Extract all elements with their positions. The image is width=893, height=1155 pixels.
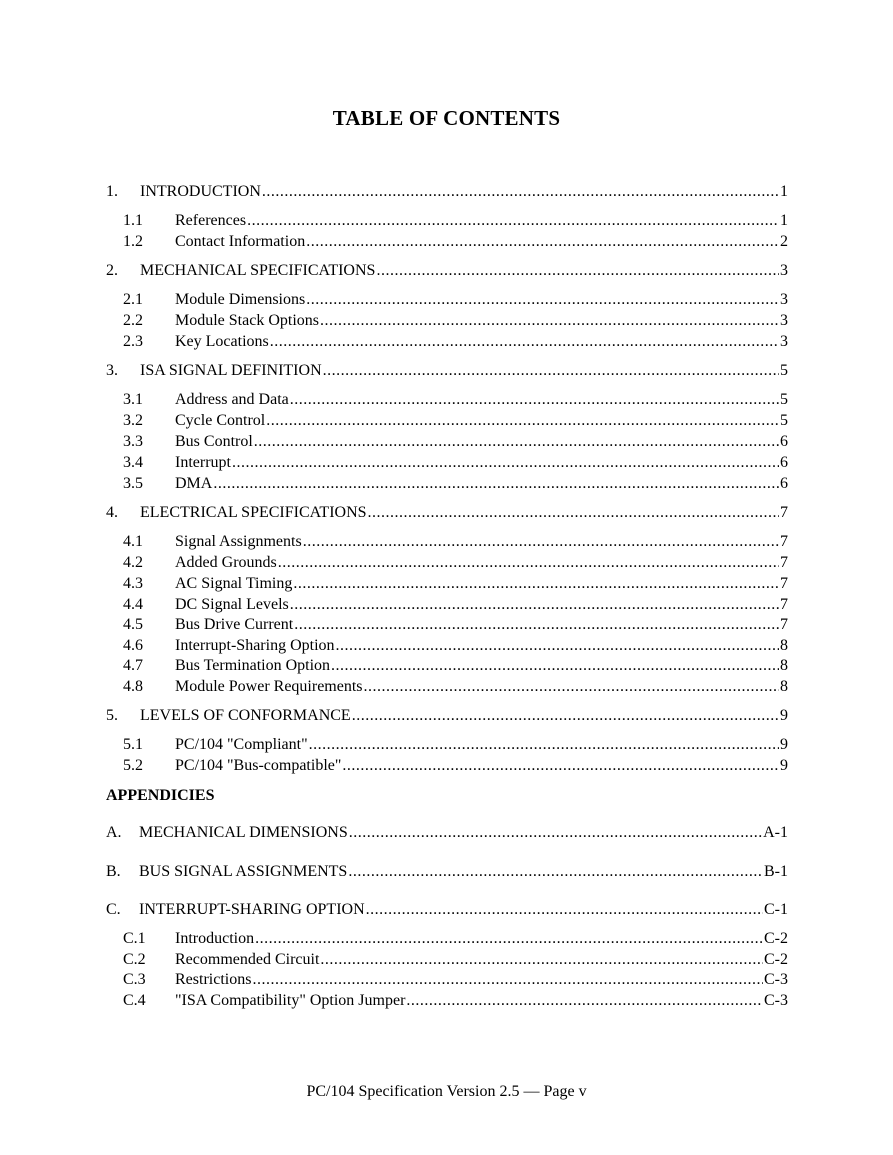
toc-number: 4.1 [123,533,143,550]
toc-title: MECHANICAL SPECIFICATIONS [140,262,376,279]
toc-number: 4. [106,504,118,521]
dot-leader [303,531,779,552]
dot-leader [323,360,779,381]
toc-entry-dma[interactable] [106,473,788,494]
toc-title: References [175,212,247,229]
toc-entry-appendix-a[interactable] [106,822,788,843]
dot-leader [270,331,779,352]
toc-title: Introduction [175,930,255,947]
dot-leader [232,452,779,473]
toc-number: A. [106,824,122,841]
toc-title: DMA [175,475,213,492]
toc-entry-appendix-b[interactable] [106,861,788,882]
dot-leader [376,260,779,281]
toc-entry-bus-control[interactable] [106,431,788,452]
toc-entry-pc104-compliant[interactable] [106,734,788,755]
toc-entry-levels-of-conformance[interactable] [106,705,788,726]
toc-title: LEVELS OF CONFORMANCE [140,707,351,724]
toc-page: 8 [780,637,788,654]
toc-page: 6 [780,475,788,492]
toc-entry-bus-termination-option[interactable] [106,655,788,676]
toc-title: PC/104 "Bus-compatible" [175,757,342,774]
toc-entry-references[interactable] [106,210,788,231]
toc-page: 5 [780,412,788,429]
toc-title: Module Dimensions [175,291,306,308]
toc-number: 2.1 [123,291,143,308]
dot-leader [290,389,779,410]
toc-title: Contact Information [175,233,306,250]
toc-number: C.3 [123,971,146,988]
toc-entry-bus-drive-current[interactable] [106,614,788,635]
toc-number: 3.5 [123,475,143,492]
dot-leader [255,928,763,949]
toc-entry-module-dimensions[interactable] [106,289,788,310]
toc-page: 7 [780,596,788,613]
toc-number: 1.2 [123,233,143,250]
toc-title: INTERRUPT-SHARING OPTION [139,901,365,918]
toc-number: 3. [106,362,118,379]
toc-entry-signal-assignments[interactable] [106,531,788,552]
toc-entry-electrical-specifications[interactable] [106,502,788,523]
toc-number: 4.5 [123,616,143,633]
toc-title: PC/104 "Compliant" [175,736,308,753]
toc-title: Interrupt [175,454,231,471]
toc-entry-pc104-bus-compatible[interactable] [106,755,788,776]
toc-number: 4.7 [123,657,143,674]
toc-page: 3 [780,262,788,279]
toc-page: C-2 [764,930,788,947]
toc-page: 8 [780,678,788,695]
toc-number: 5. [106,707,118,724]
toc-number: 4.2 [123,554,143,571]
toc-page: C-1 [764,901,788,918]
toc-page: C-3 [764,971,788,988]
toc-page: 7 [780,504,788,521]
toc-entry-key-locations[interactable] [106,331,788,352]
toc-title: Key Locations [175,333,269,350]
toc-entry-added-grounds[interactable] [106,552,788,573]
dot-leader [352,705,779,726]
dot-leader [252,969,763,990]
toc-number: 3.3 [123,433,143,450]
appendices-heading: APPENDICIES [106,787,215,804]
toc-page: 8 [780,657,788,674]
toc-page: 9 [780,757,788,774]
toc-title: Interrupt-Sharing Option [175,637,335,654]
toc-entry-appendix-c2[interactable] [106,949,788,970]
toc-entry-appendix-c3[interactable] [106,969,788,990]
dot-leader [406,990,763,1011]
toc-entry-appendix-c[interactable] [106,899,788,920]
dot-leader [278,552,779,573]
toc-page: 2 [780,233,788,250]
dot-leader [306,289,779,310]
toc-page: 9 [780,707,788,724]
toc-title: Signal Assignments [175,533,302,550]
toc-page: 6 [780,433,788,450]
dot-leader [342,755,779,776]
toc-entry-cycle-control[interactable] [106,410,788,431]
dot-leader [293,573,779,594]
toc-title: Bus Drive Current [175,616,294,633]
toc-page: A-1 [763,824,788,841]
toc-entry-ac-signal-timing[interactable] [106,573,788,594]
dot-leader [336,635,779,656]
toc-number: 4.3 [123,575,143,592]
toc-title: DC Signal Levels [175,596,289,613]
toc-number: 2. [106,262,118,279]
toc-page: C-3 [764,992,788,1009]
dot-leader [349,822,762,843]
toc-number: 4.6 [123,637,143,654]
toc-title: Cycle Control [175,412,266,429]
toc-page: 9 [780,736,788,753]
toc-number: 3.4 [123,454,143,471]
toc-title: AC Signal Timing [175,575,293,592]
toc-title: Module Power Requirements [175,678,363,695]
toc-page: B-1 [764,863,788,880]
dot-leader [262,181,779,202]
dot-leader [247,210,779,231]
toc-title: "ISA Compatibility" Option Jumper [175,992,406,1009]
toc-entry-address-and-data[interactable] [106,389,788,410]
toc-entry-appendix-c1[interactable] [106,928,788,949]
toc-number: 1.1 [123,212,143,229]
toc-number: 4.4 [123,596,143,613]
toc-title: INTRODUCTION [140,183,261,200]
dot-leader [331,655,779,676]
toc-page: 6 [780,454,788,471]
toc-page: 3 [780,312,788,329]
toc-entry-module-stack-options[interactable] [106,310,788,331]
toc-number: C.2 [123,951,146,968]
dot-leader [306,231,779,252]
toc-entry-dc-signal-levels[interactable] [106,594,788,615]
dot-leader [309,734,779,755]
toc-title: BUS SIGNAL ASSIGNMENTS [139,863,348,880]
dot-leader [320,949,763,970]
toc-entry-contact-information[interactable] [106,231,788,252]
toc-number: C.1 [123,930,146,947]
page-title: TABLE OF CONTENTS [332,106,561,130]
toc-title: Bus Termination Option [175,657,331,674]
toc-title: Added Grounds [175,554,277,571]
dot-leader [254,431,779,452]
dot-leader [290,594,779,615]
dot-leader [320,310,779,331]
toc-title: Bus Control [175,433,253,450]
toc-number: C. [106,901,121,918]
toc-number: B. [106,863,121,880]
toc-number: 3.2 [123,412,143,429]
toc-page: 7 [780,533,788,550]
toc-title: Restrictions [175,971,252,988]
dot-leader [368,502,779,523]
dot-leader [366,899,763,920]
toc-page: 1 [780,183,788,200]
toc-number: 3.1 [123,391,143,408]
toc-number: 2.3 [123,333,143,350]
toc-page: 3 [780,333,788,350]
dot-leader [294,614,779,635]
toc-page: 7 [780,575,788,592]
dot-leader [213,473,779,494]
toc-number: 2.2 [123,312,143,329]
toc-number: 5.1 [123,736,143,753]
toc-page: 3 [780,291,788,308]
toc-entry-introduction[interactable] [106,181,788,202]
toc-entry-mechanical-specifications[interactable] [106,260,788,281]
toc-entry-interrupt-sharing-option[interactable] [106,635,788,656]
toc-entry-isa-signal-definition[interactable] [106,360,788,381]
toc-entry-module-power-requirements[interactable] [106,676,788,697]
toc-title: ELECTRICAL SPECIFICATIONS [140,504,367,521]
toc-page: 5 [780,391,788,408]
toc-title: Module Stack Options [175,312,319,329]
toc-number: 5.2 [123,757,143,774]
dot-leader [364,676,779,697]
toc-entry-interrupt[interactable] [106,452,788,473]
page-footer: PC/104 Specification Version 2.5 — Page v [306,1083,587,1100]
toc-title: ISA SIGNAL DEFINITION [140,362,322,379]
toc-page: 1 [780,212,788,229]
toc-title: Address and Data [175,391,289,408]
toc-entry-appendix-c4[interactable] [106,990,788,1011]
toc-number: 1. [106,183,118,200]
toc-page: 7 [780,554,788,571]
toc-number: C.4 [123,992,146,1009]
toc-page: 7 [780,616,788,633]
dot-leader [348,861,763,882]
toc-page: 5 [780,362,788,379]
toc-number: 4.8 [123,678,143,695]
toc-title: Recommended Circuit [175,951,320,968]
toc-page: C-2 [764,951,788,968]
toc-title: MECHANICAL DIMENSIONS [139,824,348,841]
dot-leader [266,410,779,431]
